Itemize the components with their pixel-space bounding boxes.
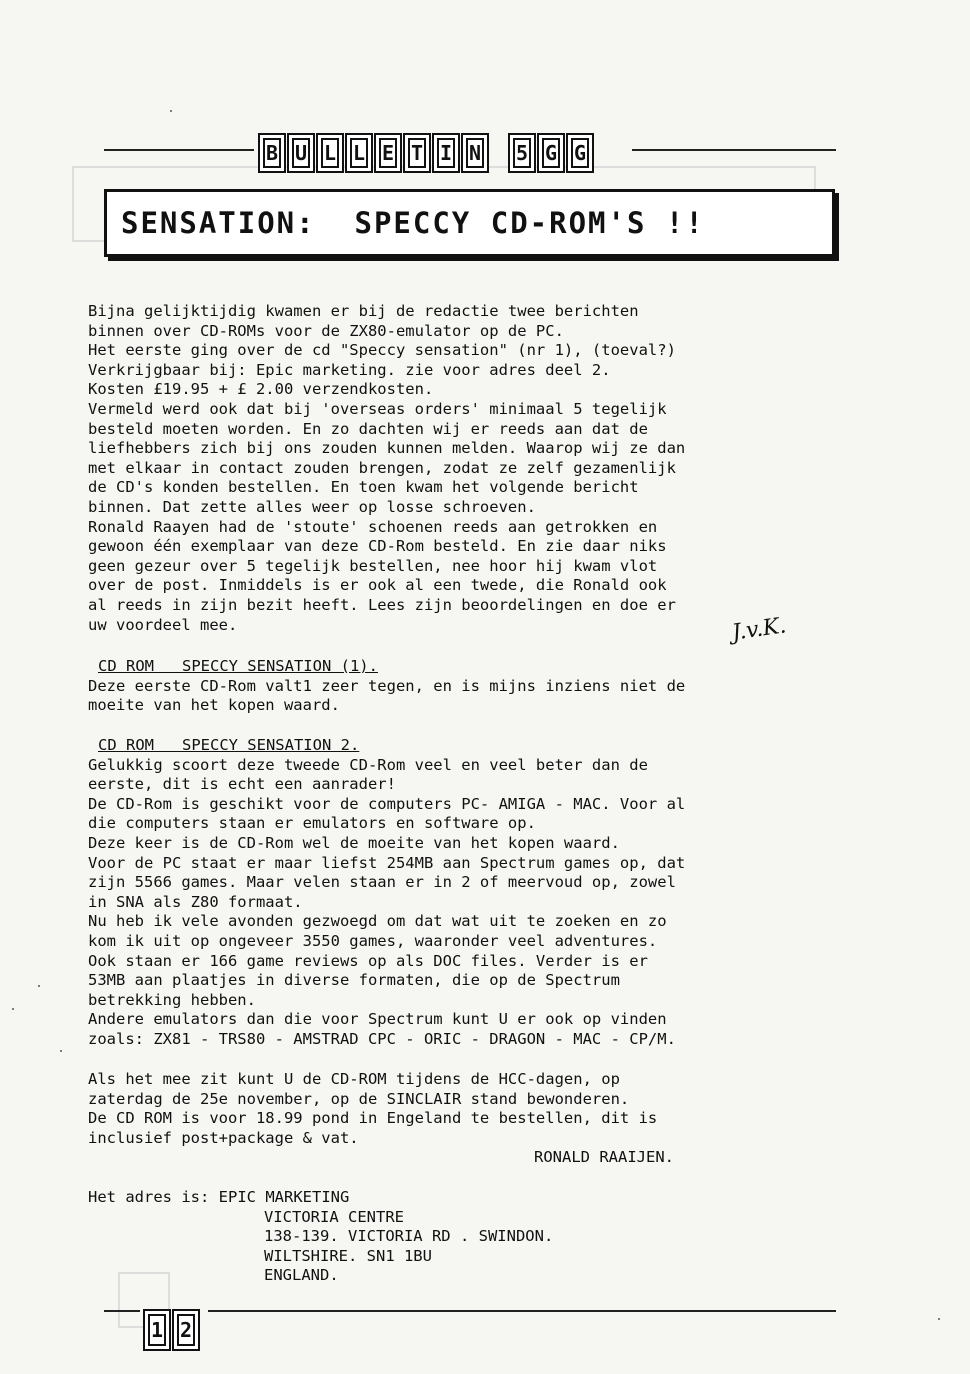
section-2-line: Ook staan er 166 game reviews op als DOC files. Verder is er [88, 951, 648, 970]
address-line: 138-139. VICTORIA RD . SWINDON. [264, 1227, 554, 1246]
intro-line: liefhebbers zich bij ons zouden kunnen melden. Waarop wij ze dan [88, 439, 686, 458]
address-line: VICTORIA CENTRE [264, 1207, 404, 1226]
intro-line: geen gezeur over 5 tegelijk bestellen, nee hoor hij kwam vlot [88, 556, 658, 575]
scan-speck [170, 110, 172, 112]
section-1-line: moeite van het kopen waard. [88, 696, 340, 715]
section-2 [88, 736, 685, 1050]
intro-line: binnen. Dat zette alles weer op losse schroeven. [88, 497, 536, 516]
intro-line: over de post. Inmiddels is er ook al een twede, die Ronald ook [88, 576, 667, 595]
signature: RONALD RAAIJEN. [534, 1148, 674, 1167]
masthead-number: G [566, 133, 594, 173]
intro-line: de CD's konden bestellen. En toen kwam het volgende bericht [88, 478, 639, 497]
intro-line: Het eerste ging over de cd "Speccy sensation" (nr 1), (toeval?) [88, 341, 676, 360]
closing-line: Als het mee zit kunt U de CD-ROM tijdens de HCC-dagen, op [88, 1070, 620, 1088]
section-2-line: betrekking hebben. [88, 990, 256, 1009]
page-number [143, 1309, 201, 1351]
footer-rule-left [104, 1310, 140, 1312]
masthead-letter: I [432, 133, 460, 173]
masthead-number: G [537, 133, 565, 173]
intro-line: Vermeld werd ook dat bij 'overseas orders' minimaal 5 tegelijk [88, 399, 667, 418]
section-2-line: Nu heb ik vele avonden gezwoegd om dat wat uit te zoeken en zo [88, 912, 667, 931]
intro-line: Bijna gelijktijdig kwamen er bij de redactie twee berichten [88, 302, 639, 320]
headline: SENSATION: SPECCY CD-ROM'S !! [121, 206, 705, 240]
section-2-title: CD ROM SPECCY SENSATION 2. [98, 736, 360, 754]
page-number-digit: 1 [143, 1309, 171, 1351]
section-2-line: zijn 5566 games. Maar velen staan er in 2 of meervoud op, zowel [88, 873, 676, 892]
masthead-letter: L [316, 133, 344, 173]
closing-line: inclusief post+package & vat. [88, 1128, 359, 1147]
section-2-line: Deze keer is de CD-Rom wel de moeite van het kopen waard. [88, 833, 620, 852]
closing-line: zaterdag de 25e november, op de SINCLAIR stand bewonderen. [88, 1089, 630, 1108]
section-2-line: Andere emulators dan die voor Spectrum kunt U er ook op vinden [88, 1010, 667, 1029]
section-2-line: kom ik uit op ongeveer 3550 games, waaronder veel adventures. [88, 931, 658, 950]
masthead [258, 133, 595, 173]
intro-paragraph [88, 302, 685, 635]
editor-initials: J.v.K. [730, 613, 788, 646]
intro-line: al reeds in zijn bezit heeft. Lees zijn beoordelingen en doe er [88, 595, 676, 614]
intro-line: met elkaar in contact zouden brengen, zodat ze zelf gezamenlijk [88, 458, 676, 477]
masthead-letter: E [374, 133, 402, 173]
section-2-line: in SNA als Z80 formaat. [88, 892, 303, 911]
intro-line: Verkrijgbaar bij: Epic marketing. zie voor adres deel 2. [88, 360, 611, 379]
masthead-number: 5 [508, 133, 536, 173]
address-block [88, 1188, 553, 1286]
section-2-line: 53MB aan plaatjes in diverse formaten, die op de Spectrum [88, 971, 620, 990]
scan-speck [12, 1008, 14, 1010]
section-2-line: eerste, dit is echt een aanrader! [88, 775, 396, 794]
address-line: ENGLAND. [264, 1266, 339, 1285]
intro-line: Kosten £19.95 + £ 2.00 verzendkosten. [88, 380, 434, 399]
masthead-letter: L [345, 133, 373, 173]
page-number-digit: 2 [172, 1309, 200, 1351]
masthead-letter: B [258, 133, 286, 173]
scan-speck [938, 1318, 940, 1320]
section-1 [88, 657, 685, 716]
address-label: Het adres is: [88, 1188, 210, 1206]
section-2-line: De CD-Rom is geschikt voor de computers PC- AMIGA - MAC. Voor al [88, 794, 686, 813]
section-2-line: die computers staan er emulators en software op. [88, 814, 536, 833]
masthead-letter: N [461, 133, 489, 173]
intro-line: gewoon één exemplaar van deze CD-Rom besteld. En zie daar niks [88, 537, 667, 556]
scan-speck [38, 985, 40, 987]
headline-box [104, 189, 835, 257]
address-line: WILTSHIRE. SN1 1BU [264, 1246, 432, 1265]
footer-rule-right [208, 1310, 836, 1312]
masthead-rule-right [632, 149, 836, 151]
intro-line: uw voordeel mee. [88, 615, 238, 634]
section-2-line: Voor de PC staat er maar liefst 254MB aan Spectrum games op, dat [88, 853, 686, 872]
intro-line: besteld moeten worden. En zo dachten wij er reeds aan dat de [88, 419, 648, 438]
section-1-line: Deze eerste CD-Rom valt1 zeer tegen, en is mijns inziens niet de [88, 676, 686, 695]
masthead-letter: T [403, 133, 431, 173]
section-1-title: CD ROM SPECCY SENSATION (1). [98, 657, 378, 675]
section-2-line: zoals: ZX81 - TRS80 - AMSTRAD CPC - ORIC - DRAGON - MAC - CP/M. [88, 1029, 676, 1048]
intro-line: Ronald Raayen had de 'stoute' schoenen reeds aan getrokken en [88, 517, 658, 536]
closing-line: De CD ROM is voor 18.99 pond in Engeland te bestellen, dit is [88, 1109, 658, 1128]
masthead-rule-left [104, 149, 254, 151]
address-line: EPIC MARKETING [218, 1188, 350, 1206]
masthead-letter: U [287, 133, 315, 173]
intro-line: binnen over CD-ROMs voor de ZX80-emulator op de PC. [88, 321, 564, 340]
scan-speck [60, 1050, 62, 1052]
section-2-line: Gelukkig scoort deze tweede CD-Rom veel en veel beter dan de [88, 755, 648, 774]
closing-paragraph [88, 1070, 674, 1168]
